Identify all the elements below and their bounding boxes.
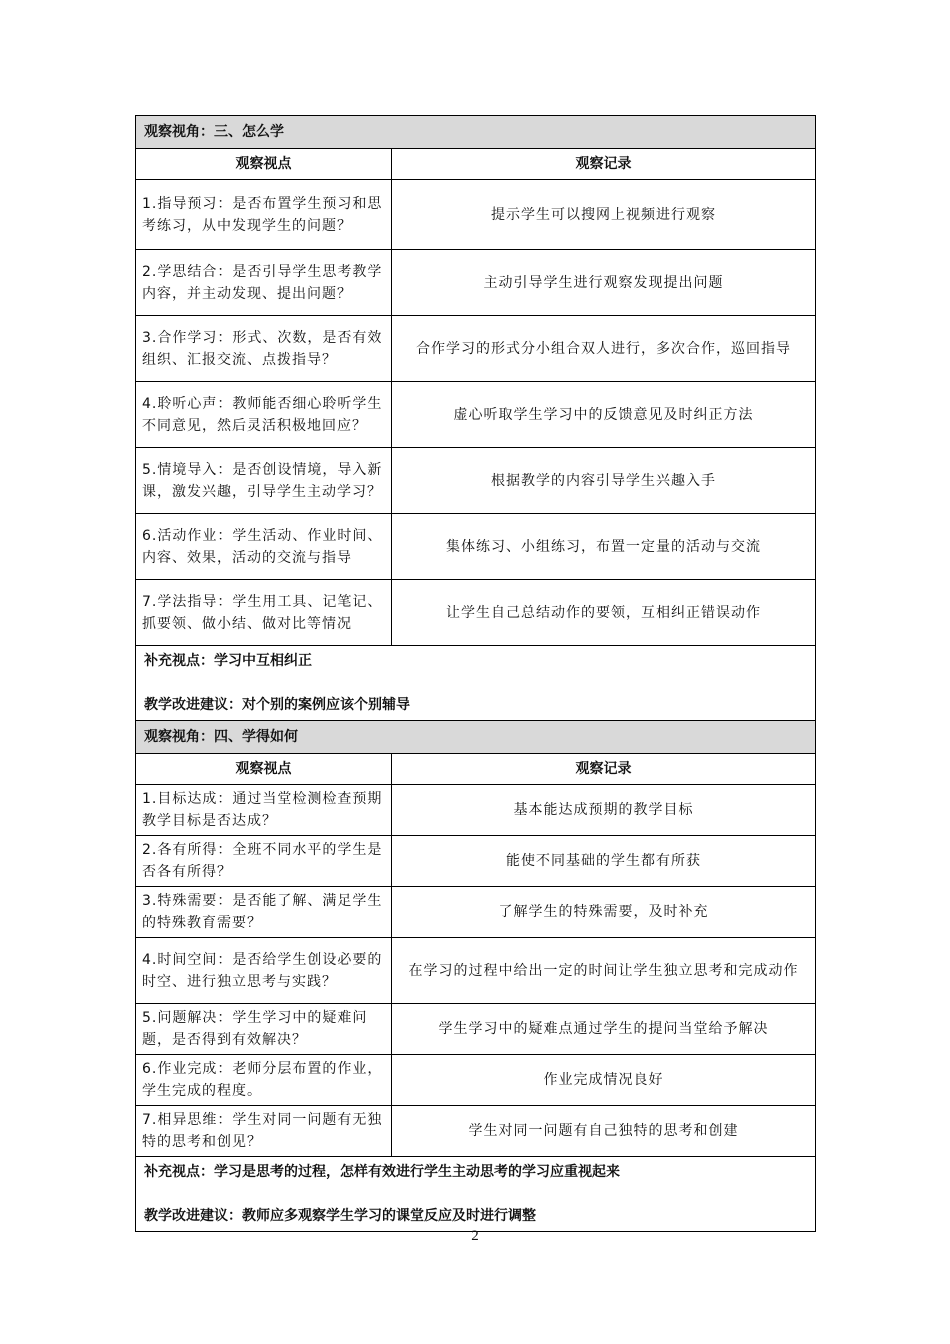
table-row [136,887,816,938]
record-cell: 能使不同基础的学生都有所获 [392,836,816,887]
record-cell: 根据教学的内容引导学生兴趣入手 [392,448,816,514]
record-cell: 学生学习中的疑难点通过学生的提问当堂给予解决 [392,1004,816,1055]
supplement-cell [136,646,816,721]
page-number: 2 [471,1228,479,1244]
table-row [136,382,816,448]
viewpoint-cell: 1.目标达成：通过当堂检测检查预期教学目标是否达成？ [136,785,392,836]
record-cell: 让学生自己总结动作的要领，互相纠正错误动作 [392,580,816,646]
viewpoint-cell: 7.相异思维：学生对同一问题有无独特的思考和创见？ [136,1106,392,1157]
record-cell: 提示学生可以搜网上视频进行观察 [392,180,816,250]
record-cell: 主动引导学生进行观察发现提出问题 [392,250,816,316]
spacer [144,672,807,694]
table-row [136,580,816,646]
viewpoint-cell: 3.合作学习：形式、次数，是否有效组织、汇报交流、点拨指导？ [136,316,392,382]
section-title: 观察视角：四、学得如何 [136,721,816,754]
viewpoint-cell: 4.聆听心声：教师能否细心聆听学生不同意见，然后灵活积极地回应？ [136,382,392,448]
viewpoint-cell: 2.各有所得：全班不同水平的学生是否各有所得？ [136,836,392,887]
viewpoint-cell: 1.指导预习：是否布置学生预习和思考练习，从中发现学生的问题？ [136,180,392,250]
suggestion-text: 教学改进建议：教师应多观察学生学习的课堂反应及时进行调整 [144,1208,536,1224]
viewpoint-cell: 6.活动作业：学生活动、作业时间、内容、效果，活动的交流与指导 [136,514,392,580]
record-cell: 基本能达成预期的教学目标 [392,785,816,836]
viewpoint-cell: 3.特殊需要：是否能了解、满足学生的特殊教育需要？ [136,887,392,938]
spacer [144,1183,807,1205]
table-row [136,180,816,250]
supplement-row [136,1157,816,1232]
section-title-row [136,721,816,754]
table-row [136,836,816,887]
table-row [136,316,816,382]
table-row [136,250,816,316]
table-row [136,1055,816,1106]
table-row [136,785,816,836]
record-cell: 学生对同一问题有自己独特的思考和创建 [392,1106,816,1157]
observation-table-body [136,116,816,1232]
record-cell: 了解学生的特殊需要，及时补充 [392,887,816,938]
column-header-row [136,149,816,180]
record-cell: 作业完成情况良好 [392,1055,816,1106]
section-title: 观察视角：三、怎么学 [136,116,816,149]
record-column-header: 观察记录 [392,754,816,785]
suggestion-text: 教学改进建议：对个别的案例应该个别辅导 [144,697,410,713]
record-cell: 集体练习、小组练习，布置一定量的活动与交流 [392,514,816,580]
table-row [136,938,816,1004]
viewpoint-cell: 7.学法指导：学生用工具、记笔记、抓要领、做小结、做对比等情况 [136,580,392,646]
supplement-cell [136,1157,816,1232]
observation-table [135,115,816,1232]
supplement-text: 补充视点：学习是思考的过程，怎样有效进行学生主动思考的学习应重视起来 [144,1164,620,1180]
viewpoint-cell: 6.作业完成：老师分层布置的作业，学生完成的程度。 [136,1055,392,1106]
viewpoint-cell: 4.时间空间：是否给学生创设必要的时空、进行独立思考与实践？ [136,938,392,1004]
table-row [136,1004,816,1055]
table-row [136,448,816,514]
section-title-row [136,116,816,149]
table-row [136,514,816,580]
viewpoint-column-header: 观察视点 [136,149,392,180]
record-cell: 虚心听取学生学习中的反馈意见及时纠正方法 [392,382,816,448]
record-cell: 合作学习的形式分小组合双人进行，多次合作，巡回指导 [392,316,816,382]
viewpoint-cell: 5.问题解决：学生学习中的疑难问题，是否得到有效解决？ [136,1004,392,1055]
viewpoint-cell: 5.情境导入：是否创设情境，导入新课，激发兴趣，引导学生主动学习？ [136,448,392,514]
record-column-header: 观察记录 [392,149,816,180]
observation-form [135,115,816,1232]
viewpoint-cell: 2.学思结合：是否引导学生思考教学内容，并主动发现、提出问题？ [136,250,392,316]
record-cell: 在学习的过程中给出一定的时间让学生独立思考和完成动作 [392,938,816,1004]
supplement-text: 补充视点：学习中互相纠正 [144,653,312,669]
column-header-row [136,754,816,785]
viewpoint-column-header: 观察视点 [136,754,392,785]
table-row [136,1106,816,1157]
supplement-row [136,646,816,721]
